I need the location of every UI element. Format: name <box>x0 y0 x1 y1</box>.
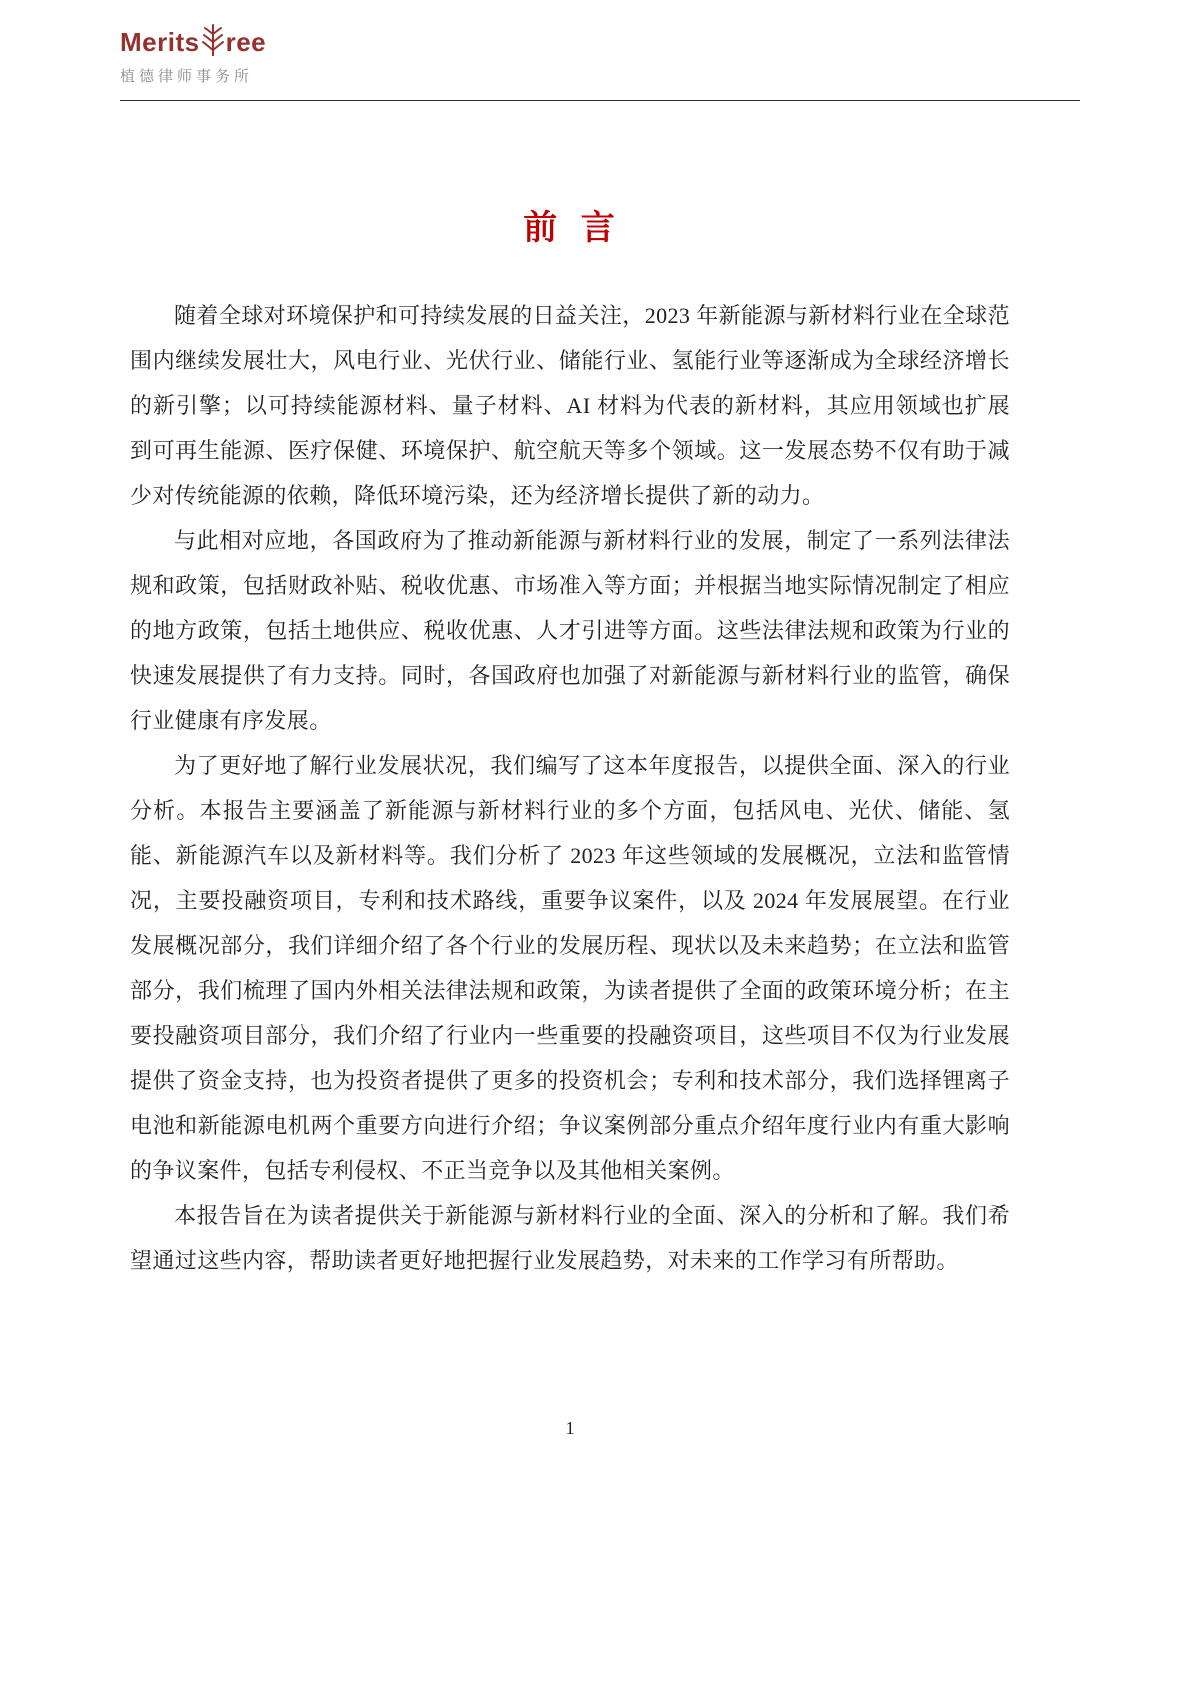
logo-text-after: ree <box>225 27 267 57</box>
preface-body <box>130 293 1010 1283</box>
content-column <box>130 0 1010 1283</box>
page-number: 1 <box>565 1418 575 1438</box>
preface-paragraph-4: 本报告旨在为读者提供关于新能源与新材料行业的全面、深入的分析和了解。我们希望通过这些内容，帮助读者更好地把握行业发展趋势，对未来的工作学习有所帮助。 <box>130 1203 1010 1273</box>
preface-paragraph-1: 随着全球对环境保护和可持续发展的日益关注，2023 年新能源与新材料行业在全球范围内继续发展壮大，风电行业、光伏行业、储能行业、氢能行业等逐渐成为全球经济增长的新引擎；以可持续能源材料、量子材料、AI 材料为代表的新材料，其应用领域也扩展到可再生能源、医疗保健、环境保护、航空航天等多个领域。这一发展态势不仅有助于减少对传统能源的依赖，降低环境污染，还为经济增长提供了新的动力。 <box>130 303 1010 508</box>
page-footer <box>130 1418 1010 1439</box>
logo-text-before: Merits <box>120 27 200 57</box>
page-title: 前 言 <box>523 209 617 247</box>
preface-paragraph-2: 与此相对应地，各国政府为了推动新能源与新材料行业的发展，制定了一系列法律法规和政策，包括财政补贴、税收优惠、市场准入等方面；并根据当地实际情况制定了相应的地方政策，包括土地供应、税收优惠、人才引进等方面。这些法律法规和政策为行业的快速发展提供了有力支持。同时，各国政府也加强了对新能源与新材料行业的监管，确保行业健康有序发展。 <box>130 528 1010 733</box>
firm-name-chinese: 植德律师事务所 <box>120 68 254 85</box>
preface-paragraph-3: 为了更好地了解行业发展状况，我们编写了这本年度报告，以提供全面、深入的行业分析。本报告主要涵盖了新能源与新材料行业的多个方面，包括风电、光伏、储能、氢能、新能源汽车以及新材料等。我们分析了 2023 年这些领域的发展概况，立法和监管情况，主要投融资项目，专利和技术路线，重要争议案件，以及 2024 年发展展望。在行业发展概况部分，我们详细介绍了各个行业的发展历程、现状以及未来趋势；在立法和监管部分，我们梳理了国内外相关法律法规和政策，为读者提供了全面的政策环境分析；在主要投融资项目部分，我们介绍了行业内一些重要的投融资项目，这些项目不仅为行业发展提供了资金支持，也为投资者提供了更多的投资机会；专利和技术部分，我们选择锂离子电池和新能源电机两个重要方向进行介绍；争议案例部分重点介绍年度行业内有重大影响的争议案件，包括专利侵权、不正当竞争以及其他相关案例。 <box>130 753 1010 1183</box>
